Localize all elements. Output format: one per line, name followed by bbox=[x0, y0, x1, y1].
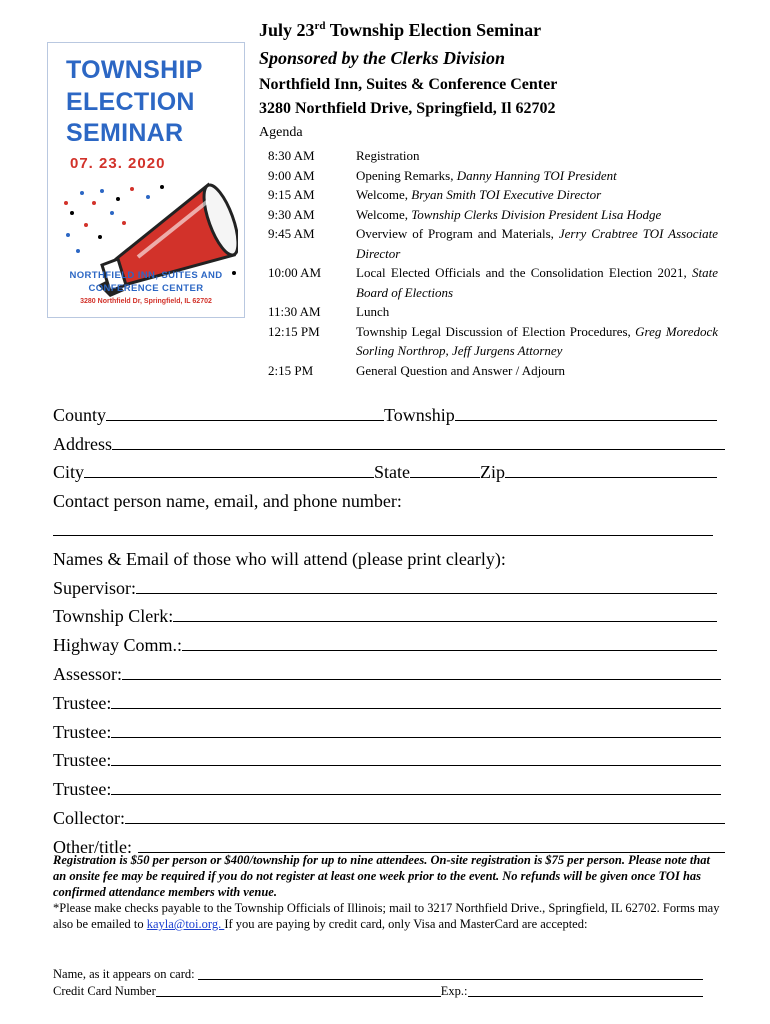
attendee-row bbox=[53, 685, 725, 714]
attendee-field[interactable] bbox=[138, 834, 725, 853]
agenda-text: Welcome, bbox=[356, 206, 412, 222]
agenda-time: 11:30 AM bbox=[268, 304, 321, 319]
agenda-description bbox=[356, 185, 718, 205]
attendee-field[interactable] bbox=[122, 661, 721, 680]
agenda-time: 10:00 AM bbox=[268, 265, 322, 280]
contact-row bbox=[53, 483, 725, 512]
township-field[interactable] bbox=[455, 402, 717, 421]
agenda-time: 12:15 PM bbox=[268, 323, 320, 339]
agenda-speaker: Bryan Smith TOI Executive Director bbox=[411, 187, 602, 202]
agenda-item bbox=[268, 224, 718, 263]
contact-line-row bbox=[53, 512, 725, 541]
agenda-description bbox=[356, 146, 718, 166]
agenda-time: 9:45 AM bbox=[268, 226, 315, 241]
agenda-label: Agenda bbox=[259, 125, 303, 140]
exp-label: Exp.: bbox=[440, 984, 468, 998]
agenda-text: Welcome, bbox=[356, 187, 412, 202]
agenda-text: General Question and Answer / Adjourn bbox=[356, 362, 566, 378]
attendee-label: Other/title: bbox=[53, 836, 132, 857]
card-number-row bbox=[53, 983, 703, 1000]
exp-field[interactable] bbox=[468, 984, 704, 997]
logo-address: 3280 Northfield Dr, Springfield, IL 62702 bbox=[80, 298, 212, 305]
attendee-field[interactable] bbox=[111, 747, 721, 766]
agenda-text: Lunch bbox=[356, 304, 390, 319]
agenda-text: Local Elected Officials and the Consolidation Election 2021, bbox=[356, 265, 692, 280]
agenda-list bbox=[268, 146, 718, 380]
card-name-field[interactable] bbox=[198, 967, 703, 980]
agenda-time: 2:15 PM bbox=[268, 362, 314, 378]
attendee-label: Supervisor: bbox=[53, 577, 136, 598]
contact-label: Contact person name, email, and phone number: bbox=[53, 491, 402, 512]
township-label: Township bbox=[384, 404, 455, 425]
agenda-item bbox=[268, 302, 718, 322]
seminar-title bbox=[259, 20, 541, 41]
attendee-row bbox=[53, 714, 725, 743]
agenda-text: Overview of Program and Materials, bbox=[356, 226, 559, 241]
agenda-description bbox=[356, 263, 718, 302]
attendee-row bbox=[53, 627, 725, 656]
agenda-text: Registration bbox=[356, 148, 420, 163]
email-link[interactable]: kayla@toi.org. bbox=[146, 917, 225, 931]
agenda-time: 9:30 AM bbox=[268, 206, 315, 222]
title-suffix: Township Election Seminar bbox=[325, 20, 542, 40]
logo-title-line: ELECTION bbox=[66, 87, 195, 116]
attendee-row bbox=[53, 599, 725, 628]
venue-name: Northfield Inn, Suites & Conference Center bbox=[259, 76, 558, 93]
attendee-label: Assessor: bbox=[53, 663, 123, 684]
card-name-row bbox=[53, 966, 703, 983]
card-number-label: Credit Card Number bbox=[53, 984, 156, 998]
attendees-heading-row bbox=[53, 541, 725, 570]
attendee-row bbox=[53, 656, 725, 685]
county-label: County bbox=[53, 404, 107, 425]
agenda-description bbox=[356, 322, 718, 361]
attendee-field[interactable] bbox=[125, 805, 725, 824]
card-name-label: Name, as it appears on card: bbox=[53, 967, 198, 981]
agenda-item bbox=[268, 361, 718, 381]
title-prefix: July 23 bbox=[259, 20, 315, 40]
attendee-field[interactable] bbox=[136, 575, 717, 594]
agenda-text: Opening Remarks, bbox=[356, 167, 457, 183]
logo-venue-line: CONFERENCE CENTER bbox=[88, 283, 204, 294]
agenda-time: 9:15 AM bbox=[268, 187, 315, 202]
agenda-description bbox=[356, 166, 718, 186]
agenda-description bbox=[356, 205, 718, 225]
attendee-field[interactable] bbox=[111, 776, 721, 795]
state-label: State bbox=[374, 462, 411, 483]
checks-text: *Please make checks payable to the Township Officials of Illinois; mail to 3217 Northfield Drive., Springfield, IL 62702. Forms may also be emailed to bbox=[53, 901, 720, 931]
agenda-description bbox=[356, 224, 718, 263]
attendee-label: Trustee: bbox=[53, 779, 112, 800]
agenda-item bbox=[268, 322, 718, 361]
sponsor-line: Sponsored by the Clerks Division bbox=[259, 48, 506, 68]
registration-notes bbox=[53, 852, 721, 932]
agenda-item bbox=[268, 263, 718, 302]
logo-venue bbox=[48, 269, 244, 295]
agenda-item bbox=[268, 185, 718, 205]
attendee-label: Highway Comm.: bbox=[53, 635, 182, 656]
logo-venue-line: NORTHFIELD INN, SUITES AND bbox=[69, 270, 223, 281]
logo-title bbox=[66, 55, 203, 150]
attendee-label: Trustee: bbox=[53, 721, 112, 742]
seminar-logo bbox=[47, 42, 245, 318]
card-number-field[interactable] bbox=[156, 984, 441, 997]
attendee-field[interactable] bbox=[111, 690, 721, 709]
zip-field[interactable] bbox=[505, 459, 717, 478]
attendee-label: Trustee: bbox=[53, 692, 112, 713]
agenda-speaker: State Board of Elections bbox=[356, 265, 718, 300]
title-ordinal: rd bbox=[314, 20, 326, 32]
attendee-field[interactable] bbox=[111, 719, 721, 738]
attendee-field[interactable] bbox=[173, 603, 717, 622]
county-township-row bbox=[53, 397, 725, 426]
logo-title-line: TOWNSHIP bbox=[66, 56, 203, 84]
payment-instructions bbox=[53, 900, 721, 932]
agenda-speaker: Greg Moredock Sorling Northrop, Jeff Jurgens Attorney bbox=[356, 323, 718, 358]
credit-card-section bbox=[53, 966, 703, 1000]
agenda-time: 9:00 AM bbox=[268, 167, 315, 183]
credit-card-text: If you are paying by credit card, only Visa and MasterCard are accepted: bbox=[224, 917, 588, 931]
attendee-label: Township Clerk: bbox=[53, 606, 174, 627]
attendees-heading: Names & Email of those who will attend (please print clearly): bbox=[53, 548, 506, 569]
attendee-label: Trustee: bbox=[53, 750, 112, 771]
attendee-row bbox=[53, 800, 725, 829]
contact-field[interactable] bbox=[53, 513, 713, 536]
agenda-item bbox=[268, 166, 718, 186]
logo-date: 07. 23. 2020 bbox=[70, 155, 166, 172]
address-row bbox=[53, 426, 725, 455]
attendee-field[interactable] bbox=[182, 632, 717, 651]
attendee-label: Collector: bbox=[53, 807, 125, 828]
agenda-text: Township Legal Discussion of Election Procedures, bbox=[356, 323, 636, 339]
agenda-speaker: Jerry Crabtree TOI Associate Director bbox=[356, 226, 718, 261]
agenda-description bbox=[356, 302, 718, 322]
venue-address: 3280 Northfield Drive, Springfield, Il 62702 bbox=[259, 100, 556, 117]
attendee-row bbox=[53, 771, 725, 800]
fee-notice: Registration is $50 per person or $400/township for up to nine attendees. On-site registration is $75 per person. Please note that an onsite fee may be required if you do not register at least one week prior to the event. No refunds will be given once TOI has confirmed attendance members with venue. bbox=[53, 853, 711, 899]
agenda-description bbox=[356, 361, 718, 381]
logo-title-line: SEMINAR bbox=[66, 119, 184, 147]
zip-label: Zip bbox=[480, 462, 506, 483]
agenda-time: 8:30 AM bbox=[268, 148, 315, 163]
attendee-row bbox=[53, 743, 725, 772]
agenda-item bbox=[268, 146, 718, 166]
agenda-item bbox=[268, 205, 718, 225]
address-field[interactable] bbox=[112, 431, 725, 450]
registration-form bbox=[53, 397, 725, 858]
county-field[interactable] bbox=[106, 402, 384, 421]
state-field[interactable] bbox=[410, 459, 480, 478]
address-label: Address bbox=[53, 433, 112, 454]
city-label: City bbox=[53, 462, 85, 483]
agenda-speaker: Danny Hanning TOI President bbox=[456, 167, 617, 183]
city-state-zip-row bbox=[53, 455, 725, 484]
agenda-speaker: Township Clerks Division President Lisa Hodge bbox=[411, 206, 662, 222]
attendee-row bbox=[53, 570, 725, 599]
city-field[interactable] bbox=[84, 459, 374, 478]
